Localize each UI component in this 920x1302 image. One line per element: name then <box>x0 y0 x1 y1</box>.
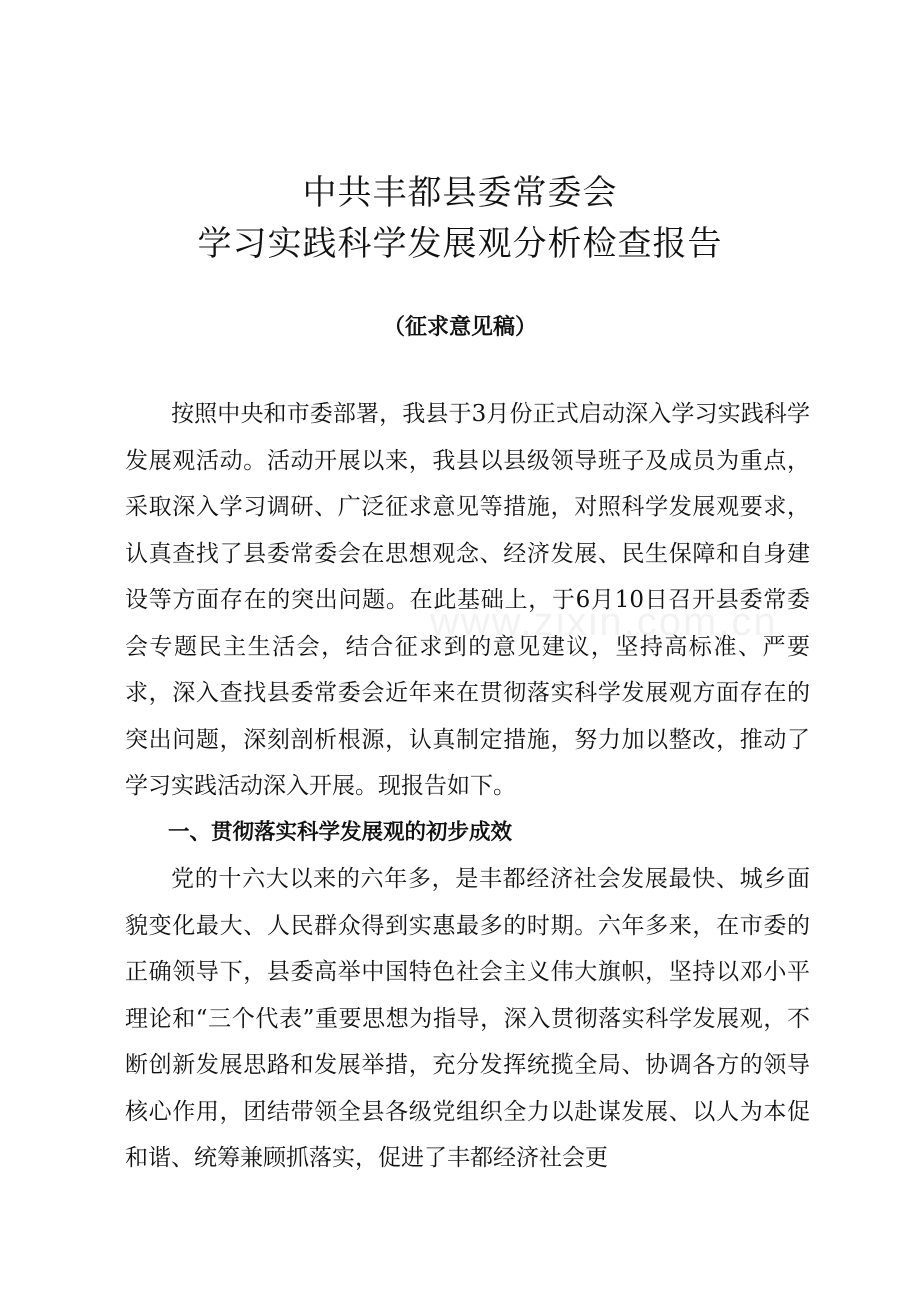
section1-paragraph: 党的十六大以来的六年多，是丰都经济社会发展最快、城乡面貌变化最大、人民群众得到实惠最多的时期。六年多来，在市委的正确领导下，县委高举中国特色社会主义伟大旗帜，坚持以邓小平理论和“三个代表”重要思想为指导，深入贯彻落实科学发展观，不断创新发展思路和发展举措，充分发挥统揽全局、协调各方的领导核心作用，团结带领全县各级党组织全力以赴谋发展、以人为本促和谐、统筹兼顾抓落实，促进了丰都经济社会更 <box>125 866 810 1171</box>
document-subtitle: （征求意见稿） <box>382 315 537 340</box>
intro-paragraph: 按照中央和市委部署，我县于3月份正式启动深入学习实践科学发展观活动。活动开展以来，我县以县级领导班子及成员为重点，采取深入学习调研、广泛征求意见等措施，对照科学发展观要求，认真查找了县委常委会在思想观念、经济发展、民生保障和自身建设等方面存在的突出问题。在此基础上，于6月10日召开县委常委会专题民主生活会，结合征求到的意见建议，坚持高标准、严要求，深入查找县委常委会近年来在贯彻落实科学发展观方面存在的突出问题，深刻剖析根源，认真制定措施，努力加以整改，推动了学习实践活动深入开展。现报告如下。 <box>125 401 810 799</box>
document-title-line2: 学习实践科学发展观分析检查报告 <box>197 224 723 264</box>
watermark: www.zixin.com.cn <box>430 600 778 644</box>
document-body <box>125 391 810 1182</box>
document-title-line1: 中共丰都县委常委会 <box>302 173 618 213</box>
section1-heading: 一、贯彻落实科学发展观的初步成效 <box>168 819 513 845</box>
